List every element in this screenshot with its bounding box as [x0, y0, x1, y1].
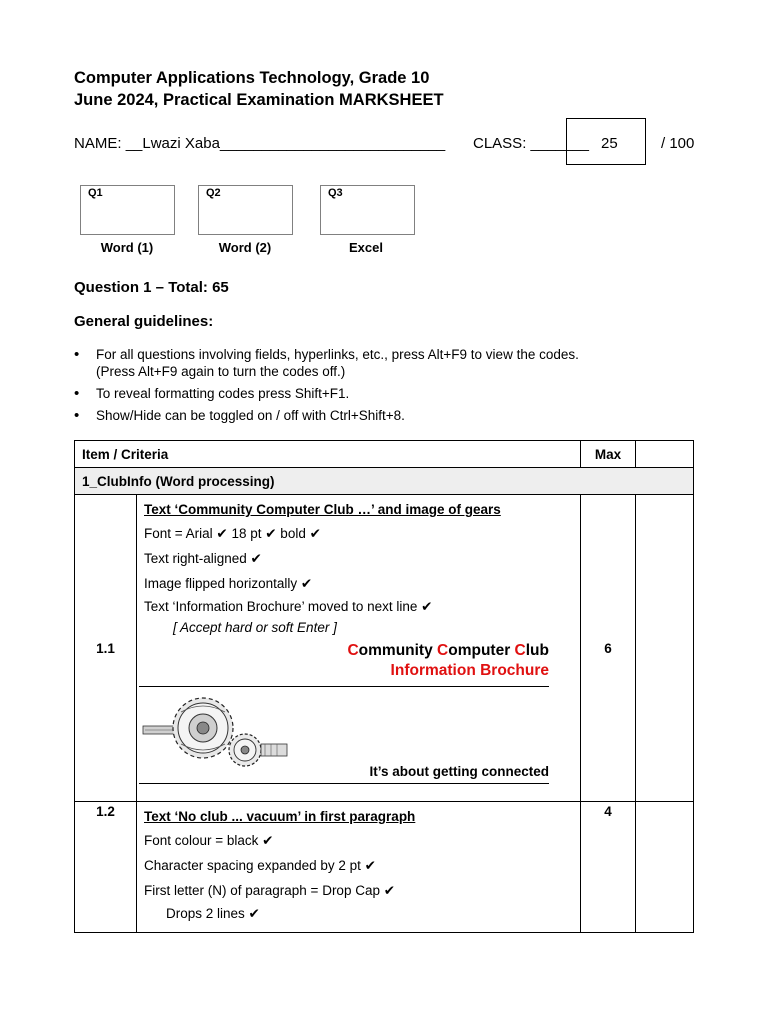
item-heading: Text ‘Community Computer Club …’ and image of gears: [144, 502, 501, 517]
gears-icon: [141, 690, 299, 772]
q1-box: [80, 185, 175, 235]
item-number: 1.2: [75, 802, 137, 933]
guidelines-list: [74, 346, 579, 429]
guideline-item: [74, 346, 579, 380]
divider: [139, 783, 549, 784]
q3-box-id: Q3: [328, 187, 343, 199]
brochure-subtitle: Information Brochure: [390, 662, 549, 679]
club-title-letter: C: [347, 642, 359, 659]
criterion: Drops 2 lines ✔: [166, 906, 260, 921]
guideline-text-cont: (Press Alt+F9 again to turn the codes off.): [96, 364, 346, 379]
club-title-letter: C: [437, 642, 449, 659]
club-title-part: ommunity: [358, 642, 438, 659]
section-title: 1_ClubInfo (Word processing): [75, 468, 694, 495]
table-row: [75, 495, 694, 802]
mark-header: [636, 441, 694, 468]
q2-box-id: Q2: [206, 187, 221, 199]
club-title-part: lub: [525, 642, 549, 659]
max-header: Max: [581, 441, 636, 468]
club-title: [347, 642, 549, 660]
section-row: [75, 468, 694, 495]
score-value: 25: [601, 135, 618, 152]
item-criteria: [137, 802, 581, 933]
question-heading: Question 1 – Total: 65: [74, 279, 229, 296]
divider: [139, 686, 549, 687]
criterion: Image flipped horizontally ✔: [144, 576, 313, 591]
guideline-text: • For all questions involving fields, hyperlinks, etc., press Alt+F9 to view the codes.: [96, 347, 579, 362]
document-title-line-1: Computer Applications Technology, Grade 10: [74, 69, 430, 87]
item-heading: Text ‘No club ... vacuum’ in first paragraph: [144, 809, 416, 824]
guideline-item: [74, 385, 579, 402]
guideline-text: • Show/Hide can be toggled on / off with Ctrl+Shift+8.: [96, 408, 405, 423]
q1-label: Word (1): [100, 240, 154, 255]
club-title-part: omputer: [448, 642, 515, 659]
name-value: __Lwazi Xaba___________________________: [125, 135, 446, 152]
item-max: 4: [581, 802, 636, 933]
guideline-text: • To reveal formatting codes press Shift+F1.: [96, 386, 350, 401]
guideline-item: [74, 407, 579, 424]
name-label: NAME:: [74, 135, 122, 152]
q2-label: Word (2): [218, 240, 272, 255]
item-mark: [636, 495, 694, 802]
class-label: CLASS: _______: [473, 135, 589, 152]
table-row: [75, 802, 694, 933]
criterion: Font colour = black ✔: [144, 833, 274, 848]
score-total: / 100: [661, 135, 695, 152]
q3-label: Excel: [349, 240, 383, 255]
table-header-row: [75, 441, 694, 468]
name-field: [74, 135, 445, 152]
club-title-letter: C: [514, 642, 526, 659]
criterion: Font = Arial ✔ 18 pt ✔ bold ✔: [144, 526, 321, 541]
criterion: First letter (N) of paragraph = Drop Cap ✔: [144, 883, 396, 898]
item-criteria: [137, 495, 581, 802]
guidelines-heading: General guidelines:: [74, 313, 214, 330]
q2-box: [198, 185, 293, 235]
marks-table: [74, 440, 694, 933]
criterion-note: [ Accept hard or soft Enter ]: [173, 620, 337, 635]
q1-box-id: Q1: [88, 187, 103, 199]
item-number: 1.1: [75, 495, 137, 802]
criteria-header: Item / Criteria: [75, 441, 581, 468]
criterion: Character spacing expanded by 2 pt ✔: [144, 858, 376, 873]
brochure-tagline: It’s about getting connected: [369, 764, 549, 779]
item-max: 6: [581, 495, 636, 802]
brochure-preview: [139, 642, 549, 794]
item-mark: [636, 802, 694, 933]
criterion: Text right-aligned ✔: [144, 551, 262, 566]
q3-box: [320, 185, 415, 235]
document-title-line-2: June 2024, Practical Examination MARKSHEET: [74, 91, 444, 109]
criterion: Text ‘Information Brochure’ moved to next line ✔: [144, 599, 433, 614]
